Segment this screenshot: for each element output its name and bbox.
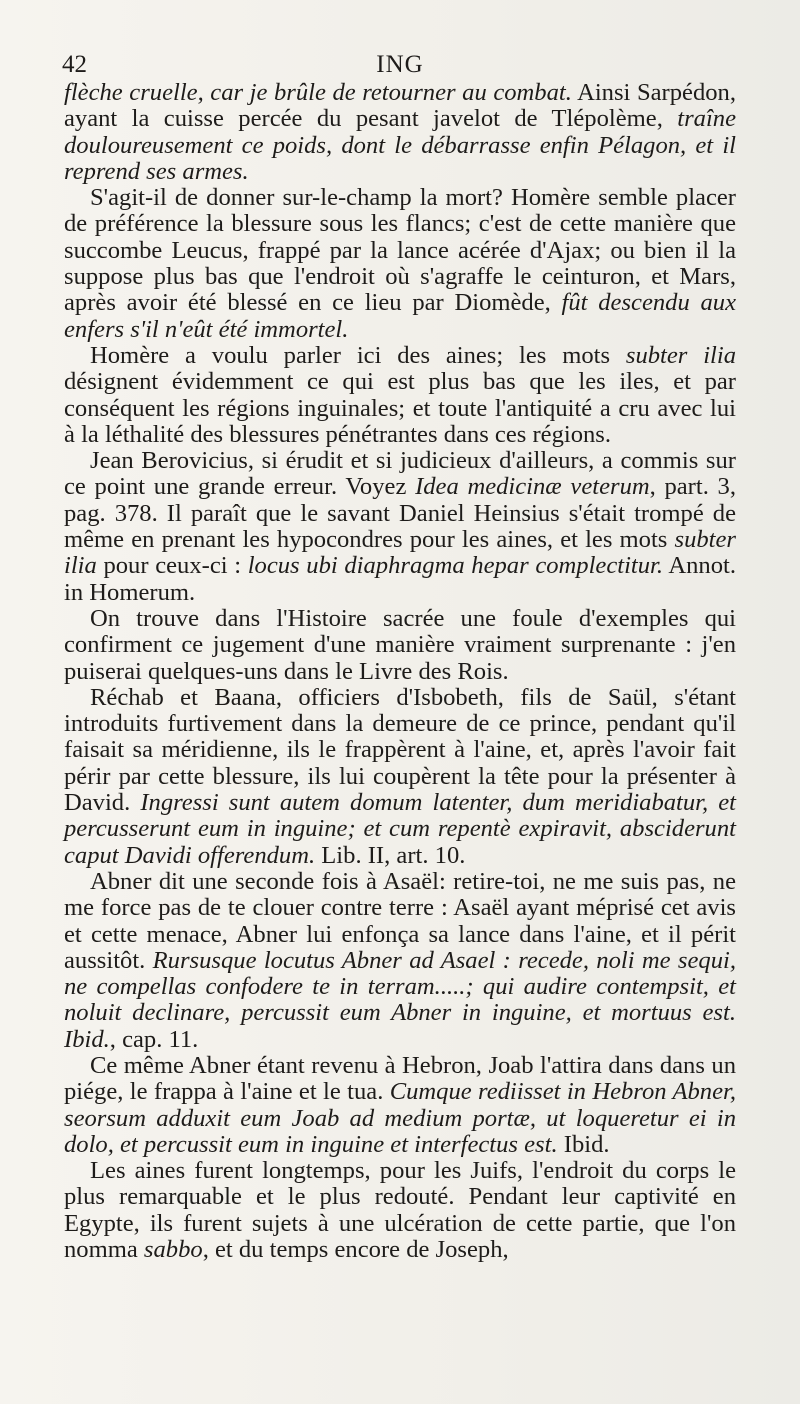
paragraph [64,606,736,685]
italic-text: sabbo [143,1236,203,1264]
italic-text: traîne douloureusement ce poids, dont le débarrasse enfin Pélagon, et il reprend ses armes. [64,105,736,185]
paragraph [64,448,736,606]
roman-text: , et du temps encore de Joseph, [202,1236,509,1264]
roman-text: Abner dit une seconde fois à Asaël: retire-toi, ne me suis pas, ne me force pas de te clouer contre terre : Asaël ayant méprisé cet avis et cette menace, Abner lui enfonça sa lance dans l'aine, et il périt aussitôt. [64,867,736,974]
italic-text: Cumque rediisset in Hebron Abner, seorsum adduxit eum Joab ad medium portæ, ut loqueretur ei in dolo, et percussit eum in inguine et interfectus est. [64,1078,736,1158]
paragraph [64,185,736,343]
roman-text: Ainsi Sarpédon, ayant la cuisse percée du pesant javelot de Tlépolème, [64,79,736,133]
roman-text: Annot. in Homerum. [64,552,736,606]
roman-text: Homère a voulu parler ici des aines; les mots [90,341,626,369]
roman-text: On trouve dans l'Histoire sacrée une foule d'exemples qui confirment ce jugement d'une manière vraiment surprenante : j'en puiserai quelques-uns dans le Livre des Rois. [64,604,736,685]
roman-text: Réchab et Baana, officiers d'Isbobeth, fils de Saül, s'étant introduits furtivement dans la demeure de ce prince, pendant qu'il faisait sa méridienne, ils le frappèrent à l'aine, et, après l'avoir fait périr par cette blessure, ils lui coupèrent la tête pour la présenter à David. [64,683,736,817]
roman-text: désignent évidemment ce qui est plus bas que les iles, et par conséquent les régions inguinales; et toute l'antiquité a cru avec lui à la léthalité des blessures pénétrantes dans ces régions. [64,368,736,448]
italic-text: Idea medicinæ veterum [415,473,650,501]
paragraph [64,1053,736,1158]
italic-text: subter ilia [64,526,736,580]
page-header [62,48,738,82]
roman-text: Ibid. [557,1130,610,1158]
paragraph [64,80,736,185]
roman-text: pour ceux-ci : [96,552,248,580]
italic-text: fût descendu aux enfers s'il n'eût été immortel. [64,289,736,343]
italic-text: Ingressi sunt autem domum latenter, dum meridiabatur, et percusserunt eum in inguine; et cum repentè expiravit, absciderunt caput Davidi offerendum. [64,789,736,869]
italic-text: flèche cruelle, car je brûle de retourner au combat. [64,79,572,106]
roman-text: S'agit-il de donner sur-le-champ la mort? Homère semble placer de préférence la blessure sous les flancs; c'est de cette manière que succombe Leucus, frappé par la lance acérée d'Ajax; ou bien il la suppose plus bas que l'endroit où s'agraffe le ceinturon, et Mars, après avoir été blessé en ce lieu par Diomède, [64,184,736,317]
paragraph [64,1158,736,1263]
roman-text: Lib. II, art. 10. [315,841,466,869]
paragraph [64,343,736,448]
roman-text: Ce même Abner étant revenu à Hebron, Joab l'attira dans dans un piége, le frappa à l'aine et le tua. [64,1051,736,1106]
italic-text: subter ilia [625,341,736,369]
roman-text: , cap. 11. [109,1025,199,1053]
roman-text: Les aines furent longtemps, pour les Juifs, l'endroit du corps le plus remarquable et le plus redouté. Pendant leur captivité en Egypte, ils furent sujets à une ulcération de cette partie, que l'on nomma [64,1157,736,1264]
running-head: ING [376,51,424,78]
italic-text: Rursusque locutus Abner ad Asael : recede, noli me sequi, ne compellas confodere te in terram.....; qui audire contempsit, et noluit declinare, percussit eum Abner in inguine, et mortuus est. Ibid. [64,946,736,1053]
italic-text: locus ubi diaphragma hepar complectitur. [247,552,664,580]
paragraph [64,685,736,869]
roman-text: Jean Berovicius, si érudit et si judicieux d'ailleurs, a commis sur ce point une grande erreur. Voyez [64,447,736,501]
paragraph [64,869,736,1053]
body-text [64,80,736,1263]
roman-text: , part. 3, pag. 378. Il paraît que le savant Daniel Heinsius s'était trompé de même en prenant les hypocondres pour les aines, et les mots [64,473,736,554]
page-number: 42 [62,51,87,78]
